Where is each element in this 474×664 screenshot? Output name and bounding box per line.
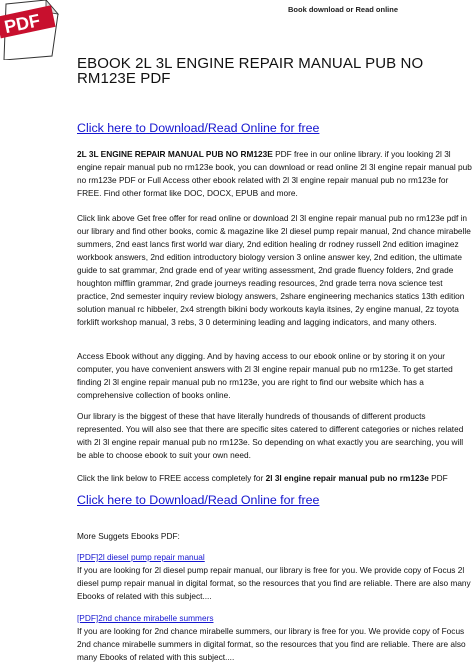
suggested-link-diesel-pump[interactable]: [PDF]2l diesel pump repair manual — [77, 552, 205, 562]
access-text: Access Ebook without any digging. And by having access to our ebook online or by storing it on your computer, you have convenient answers with 2l 3l engine repair manual pub no rm123e. To get started finding 2l 3l engine repair manual pub no rm123e, you are right to find our website which has a comprehensive collection of books online. — [77, 351, 453, 400]
download-link-bottom[interactable]: Click here to Download/Read Online for free — [77, 493, 320, 507]
access-paragraph — [77, 350, 472, 402]
title-line-1: EBOOK 2L 3L ENGINE REPAIR MANUAL PUB NO — [77, 55, 424, 72]
more-ebooks-heading: More Suggets Ebooks PDF: — [77, 531, 180, 541]
library-text: Our library is the biggest of these that have literally hundreds of thousands of different products represented. You will also see that there are specific sites catered to different categories or niches related with 2l 3l engine repair manual pub no rm123e. So depending on what exactly you are searching, you will be able to choose ebook to suit your own need. — [77, 411, 464, 460]
related-books-paragraph — [77, 212, 472, 329]
free-access-paragraph — [77, 472, 474, 485]
related-books-text: Click link above Get free offer for read online or download 2l 3l engine repair manual pub no rm123e pdf in our library and find other books, comic & magazine like 2l diesel pump repair manual, 2nd chance mirabelle summers, 2nd east lancs first world war diary, 2nd edition healing dr rodney russell 2nd edition imaginez workbook answers, 2nd edition introductory biology version 3 online answer key, 2nd edition, the ultimate guide to sat grammar, 2nd grade end of year writing assessment, 2nd grade fluency folders, 2nd grade houghton mifflin grammar, 2nd grade journeys reading resources, 2nd grade terra nova science test practice, 2nd semester inquiry review biology answers, 2share engineering mechanics statics 13th edition solution manual rc hibbeler, 2x4 strength bikini body workouts kayla itsines, 2y engine manual, 2z toyota forklift workshop manual, 3 rebs, 3 0 determining leading and lagging indicators, and many others. — [77, 213, 471, 327]
header-note: Book download or Read online — [288, 5, 399, 14]
suggested-text: If you are looking for 2nd chance mirabelle summers, our library is free for you. We provide copy of Focus 2nd chance mirabelle summers in digital format, so the resources that you find are reliable. There are also many Ebooks of related with this subject.... — [77, 626, 466, 662]
intro-bold-title: 2L 3L ENGINE REPAIR MANUAL PUB NO RM123E — [77, 149, 273, 159]
suggested-link-mirabelle[interactable]: [PDF]2nd chance mirabelle summers — [77, 613, 214, 623]
download-link-top[interactable]: Click here to Download/Read Online for free — [77, 121, 320, 135]
suggested-text: If you are looking for 2l diesel pump repair manual, our library is free for you. We provide copy of Focus 2l diesel pump repair manual in digital format, so the resources that you find are reliable. There are also many Ebooks of related with this subject.... — [77, 565, 471, 601]
title-line-2: RM123E PDF — [77, 70, 171, 87]
pdf-badge-label: PDF — [2, 10, 42, 38]
intro-paragraph — [77, 148, 472, 200]
suggested-item — [77, 551, 472, 603]
library-paragraph — [77, 410, 472, 462]
suggested-item — [77, 612, 472, 664]
intro-text: PDF free in our online library. if you looking 2l 3l engine repair manual pub no rm123e book, you can download or read online 2l 3l engine repair manual pub no rm123e PDF or Full Access other ebook related with 2l 3l engine repair manual pub no rm123e for FREE. Find other format like DOC, DOCX, EPUB and more. — [77, 149, 472, 198]
free-access-bold: 2l 3l engine repair manual pub no rm123e — [265, 473, 429, 483]
free-access-prefix: Click the link below to FREE access completely for — [77, 473, 266, 483]
page-title — [77, 56, 462, 86]
pdf-file-icon — [0, 0, 66, 60]
free-access-suffix: PDF — [428, 473, 448, 483]
